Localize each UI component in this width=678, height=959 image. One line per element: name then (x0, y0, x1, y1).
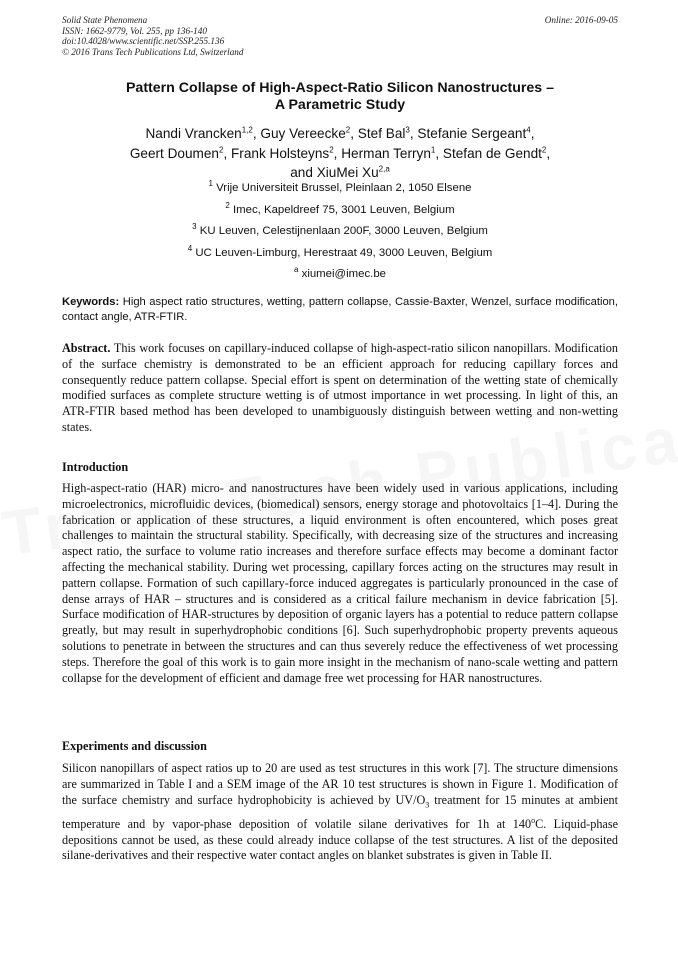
author-affil-sup: 2 (541, 144, 547, 154)
author: Stefan de Gendt (442, 145, 542, 161)
experiments-text (62, 761, 618, 864)
title-line-1: Pattern Collapse of High-Aspect-Ratio Silicon Nanostructures – (125, 80, 555, 96)
journal-name: Solid State Phenomena (62, 15, 148, 25)
author: Stef Bal (357, 126, 406, 141)
affiliation-3 (62, 224, 618, 238)
affil-sup: 3 (192, 222, 197, 232)
introduction-heading: Introduction (62, 460, 129, 474)
keywords-label: Keywords: (62, 296, 120, 308)
author: Guy Vereecke (260, 126, 346, 141)
keywords-text: High aspect ratio structures, wetting, pattern collapse, Cassie-Baxter, Wenzel, surface modification, contact angle, ATR-FTIR. (62, 296, 619, 324)
authors-and: and (290, 165, 313, 180)
author-list (62, 124, 618, 183)
author-affil-sup: 1 (430, 144, 436, 154)
affil-sup: 2 (225, 201, 230, 211)
journal-header (62, 15, 618, 57)
title-line-2: A Parametric Study (274, 97, 406, 113)
experiments-heading: Experiments and discussion (62, 739, 207, 753)
subscript: 3 (425, 800, 430, 810)
author-affil-sup: 2 (218, 144, 224, 154)
author-affil-sup: 4 (526, 125, 531, 135)
authors-line-3 (62, 163, 618, 183)
affil-sup: 4 (187, 244, 193, 254)
author: Stefanie Sergeant (417, 126, 527, 141)
email-link[interactable]: xiumei@imec.be (301, 268, 386, 280)
experiments-text-part: treatment for 15 minutes at ambient temperature and by vapor-phase deposition of volatile silane derivatives for 1h at 140 (62, 792, 618, 831)
online-date: Online: 2016-09-05 (544, 15, 618, 25)
introduction-text: High-aspect-ratio (HAR) micro- and nanostructures have been widely used in various applications, including microelectronics, microfluidic devices, (biomedical) sensors, energy storage and photovoltaics [1–4]. During the fabrication or application of these structures, a liquid environment is often encountered, which poses great challenges to maintain the structural stability. Specifically, with decreasing size of the structures and increasing aspect ratio, the surface to volume ratio increases and therefore surface effects may become a dominant factor affecting the mechanical stability. During wet processing, capillary forces acting on the structures may result in pattern collapse. Formation of such capillary-force induced aggregates is particularly pronounced in the case of dense arrays of HAR – structures and is considered as a critical failure mechanism in device fabrication [5]. Surface modification of HAR-structures by deposition of organic layers has a potential to reduce pattern collapse greatly, but may result in superhydrophobic conditions [6]. Such superhydrophobic property prevents aqueous solutions to penetrate in between the structures and can thus severely reduce the effectiveness of wet processing steps. Therefore the goal of this work is to gain more insight in the mechanism of nano-scale wetting and pattern collapse for the development of efficient and damage free wet processing for HAR nanostructures. (62, 481, 618, 685)
experiments-text-part: Silicon nanopillars of aspect ratios up to 20 are used as test structures in this work [7]. The structure dimensions are summarized in Table I and a SEM image of the AR 10 test structures is shown in Figure 1. Modification of the surface chemistry and surface hydrophobicity is achieved by UV/O (62, 761, 618, 807)
affiliation-email (62, 267, 618, 281)
degree-sup: o (531, 815, 536, 825)
keywords (62, 295, 618, 326)
authors-line-1: Nandi Vrancken$^{1,2}$, Guy Vereecke$^2$, Stef Bal$^3$, Stefanie Sergeant$^4$, (145, 125, 535, 141)
affiliation-1 (62, 181, 618, 195)
doi[interactable]: doi:10.4028/www.scientific.net/SSP.255.136 (62, 36, 225, 47)
abstract-label: Abstract. (62, 341, 111, 355)
copyright: © 2016 Trans Tech Publications Ltd, Switzerland (62, 46, 244, 57)
paper-title (62, 80, 618, 114)
author-affil-sup: 2 (329, 144, 334, 154)
experiments-text-part: C. Liquid-phase depositions cannot be used, as these could already induce collapse of the test structures. A list of the deposited silane-derivatives and their respective water contact angles on blanket substrates is given in Table II. (62, 816, 618, 863)
author: Herman Terryn (341, 145, 431, 161)
abstract-text: This work focuses on capillary-induced collapse of high-aspect-ratio silicon nanopillars. Modification of the surface chemistry is demonstrated to be an efficient approach for reducing capillary forces and consequently reduce pattern collapse. Special effort is spent on determination of the wetting state of chemically modified surfaces as complete structure wetting is of utmost importance in wet processing. In light of this, an ATR-FTIR based method has been developed to unambiguously distinguish between wetting and non-wetting states. (62, 341, 618, 434)
author-affil-sup: 2 (345, 125, 351, 135)
issn: ISSN: 1662-9779, Vol. 255, pp 136-140 (62, 25, 207, 36)
author-affil-sup: 3 (405, 125, 410, 135)
affil-text: Imec, Kapeldreef 75, 3001 Leuven, Belgium (232, 204, 455, 216)
author: Frank Holsteyns (231, 145, 330, 161)
author-affil-sup: 1,2 (241, 125, 253, 135)
author-affil-sup: 2,a (378, 164, 390, 174)
affil-text: KU Leuven, Celestijnenlaan 200F, 3000 Leuven, Belgium (199, 225, 488, 237)
affil-text: Vrije Universiteit Brussel, Pleinlaan 2, 1050 Elsene (216, 182, 472, 194)
authors-line-2: Geert Doumen$^2$, Frank Holsteyns$^2$, Herman Terryn$^1$, Stefan de Gendt$^2$, (129, 144, 551, 161)
affiliation-2 (62, 203, 618, 217)
affil-sup: a (294, 265, 299, 275)
author: Geert Doumen (129, 145, 219, 161)
author: Nandi Vrancken (145, 126, 242, 141)
affil-text: UC Leuven-Limburg, Herestraat 49, 3000 Leuven, Belgium (195, 247, 493, 259)
affil-sup: 1 (208, 179, 213, 189)
abstract (62, 341, 618, 436)
author: XiuMei Xu (316, 165, 379, 180)
affiliation-4 (62, 246, 618, 260)
